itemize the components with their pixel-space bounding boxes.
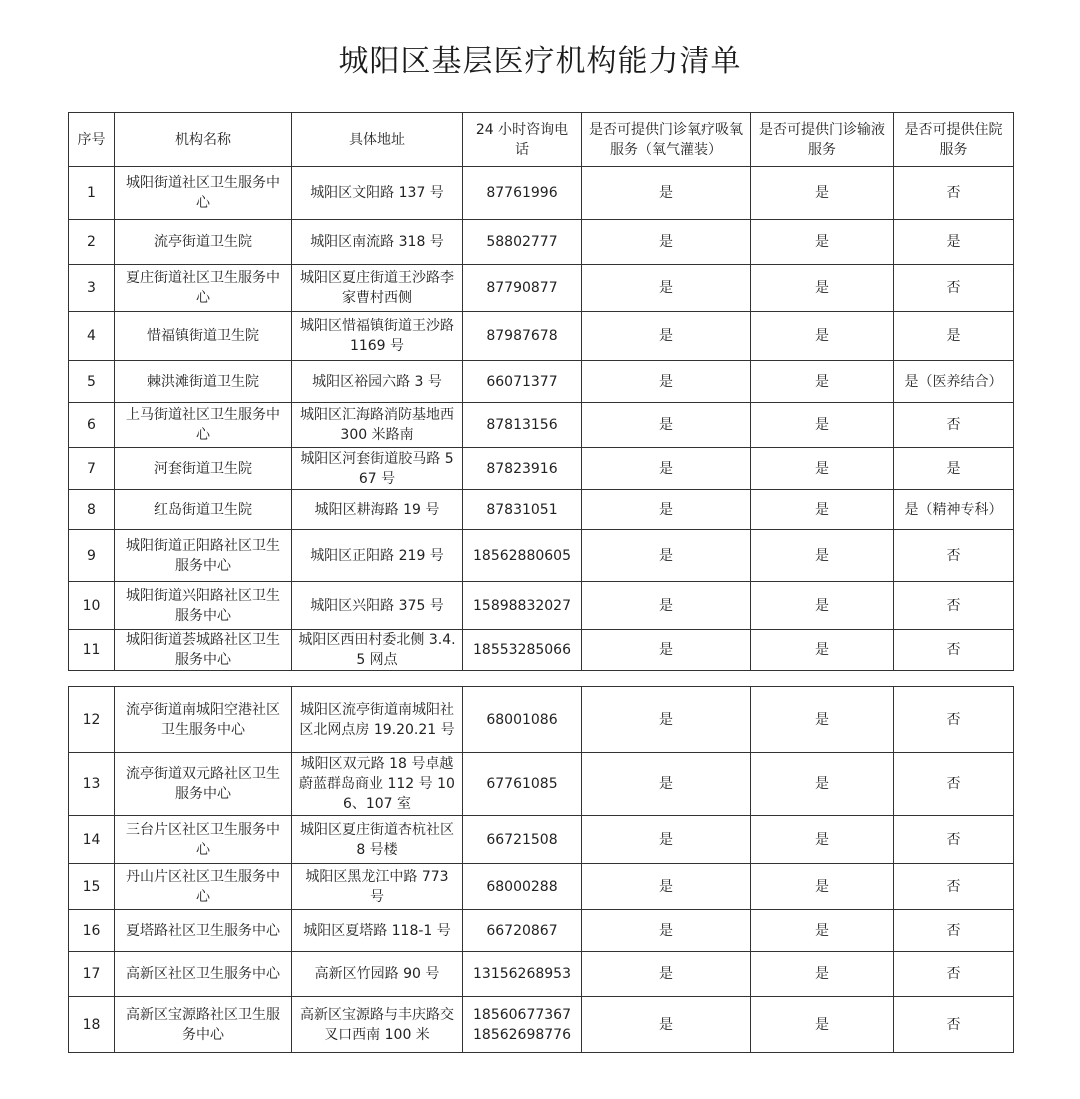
cell-inpatient: 否 [894, 630, 1014, 671]
cell-phone: 58802777 [463, 220, 582, 265]
table-row [69, 997, 1014, 1053]
header-address: 具体地址 [292, 113, 463, 167]
table-row [69, 220, 1014, 265]
header-infusion: 是否可提供门诊输液服务 [751, 113, 894, 167]
cell-oxygen: 是 [582, 753, 751, 816]
cell-name: 棘洪滩街道卫生院 [115, 361, 292, 403]
cell-address: 城阳区兴阳路 375 号 [292, 582, 463, 630]
cell-infusion: 是 [751, 816, 894, 864]
cell-name: 惜福镇街道卫生院 [115, 312, 292, 361]
cell-inpatient: 是 [894, 220, 1014, 265]
cell-phone: 67761085 [463, 753, 582, 816]
cell-oxygen: 是 [582, 910, 751, 952]
cell-phone: 66720867 [463, 910, 582, 952]
header-phone: 24 小时咨询电话 [463, 113, 582, 167]
cell-infusion: 是 [751, 167, 894, 220]
cell-name: 夏庄街道社区卫生服务中心 [115, 265, 292, 312]
cell-address: 城阳区河套街道胶马路 567 号 [292, 448, 463, 490]
cell-address: 高新区竹园路 90 号 [292, 952, 463, 997]
cell-infusion: 是 [751, 864, 894, 910]
cell-inpatient: 否 [894, 952, 1014, 997]
cell-address: 城阳区裕园六路 3 号 [292, 361, 463, 403]
cell-oxygen: 是 [582, 312, 751, 361]
cell-inpatient: 否 [894, 265, 1014, 312]
header-index: 序号 [69, 113, 115, 167]
cell-inpatient: 是（精神专科） [894, 490, 1014, 530]
cell-index: 8 [69, 490, 115, 530]
table-row [69, 910, 1014, 952]
cell-address: 城阳区夏庄街道杏杭社区 8 号楼 [292, 816, 463, 864]
cell-index: 3 [69, 265, 115, 312]
cell-inpatient: 是（医养结合） [894, 361, 1014, 403]
cell-infusion: 是 [751, 687, 894, 753]
cell-oxygen: 是 [582, 530, 751, 582]
cell-infusion: 是 [751, 361, 894, 403]
table-row [69, 952, 1014, 997]
cell-phone: 66071377 [463, 361, 582, 403]
table-row [69, 312, 1014, 361]
cell-name: 流亭街道双元路社区卫生服务中心 [115, 753, 292, 816]
cell-oxygen: 是 [582, 361, 751, 403]
cell-index: 14 [69, 816, 115, 864]
cell-infusion: 是 [751, 997, 894, 1053]
cell-name: 上马街道社区卫生服务中心 [115, 403, 292, 448]
page-title: 城阳区基层医疗机构能力清单 [338, 44, 742, 79]
cell-name: 高新区社区卫生服务中心 [115, 952, 292, 997]
cell-address: 城阳区夏塔路 118-1 号 [292, 910, 463, 952]
cell-phone: 68001086 [463, 687, 582, 753]
cell-phone: 15898832027 [463, 582, 582, 630]
cell-address: 城阳区耕海路 19 号 [292, 490, 463, 530]
cell-index: 9 [69, 530, 115, 582]
cell-infusion: 是 [751, 910, 894, 952]
cell-name: 流亭街道卫生院 [115, 220, 292, 265]
cell-index: 13 [69, 753, 115, 816]
cell-name: 高新区宝源路社区卫生服务中心 [115, 997, 292, 1053]
cell-name: 红岛街道卫生院 [115, 490, 292, 530]
cell-name: 夏塔路社区卫生服务中心 [115, 910, 292, 952]
cell-phone: 18560677367 18562698776 [463, 997, 582, 1053]
cell-index: 1 [69, 167, 115, 220]
cell-index: 12 [69, 687, 115, 753]
cell-phone: 68000288 [463, 864, 582, 910]
cell-inpatient: 否 [894, 582, 1014, 630]
cell-index: 16 [69, 910, 115, 952]
cell-address: 城阳区惜福镇街道王沙路 1169 号 [292, 312, 463, 361]
cell-name: 丹山片区社区卫生服务中心 [115, 864, 292, 910]
table-row [69, 753, 1014, 816]
cell-index: 6 [69, 403, 115, 448]
cell-phone: 18553285066 [463, 630, 582, 671]
cell-inpatient: 否 [894, 167, 1014, 220]
cell-infusion: 是 [751, 530, 894, 582]
table-row [69, 816, 1014, 864]
cell-oxygen: 是 [582, 816, 751, 864]
cell-oxygen: 是 [582, 265, 751, 312]
table-row [69, 687, 1014, 753]
table-row [69, 167, 1014, 220]
table-row [69, 490, 1014, 530]
cell-oxygen: 是 [582, 582, 751, 630]
table-row [69, 864, 1014, 910]
table-row [69, 361, 1014, 403]
cell-name: 城阳街道兴阳路社区卫生服务中心 [115, 582, 292, 630]
table-row [69, 530, 1014, 582]
cell-inpatient: 否 [894, 816, 1014, 864]
cell-index: 15 [69, 864, 115, 910]
cell-infusion: 是 [751, 265, 894, 312]
cell-address: 城阳区西田村委北侧 3.4.5 网点 [292, 630, 463, 671]
cell-oxygen: 是 [582, 997, 751, 1053]
cell-name: 三台片区社区卫生服务中心 [115, 816, 292, 864]
cell-phone: 87987678 [463, 312, 582, 361]
cell-inpatient: 否 [894, 864, 1014, 910]
cell-oxygen: 是 [582, 864, 751, 910]
cell-phone: 13156268953 [463, 952, 582, 997]
cell-address: 城阳区黑龙江中路 773 号 [292, 864, 463, 910]
table-row [69, 403, 1014, 448]
cell-inpatient: 是 [894, 312, 1014, 361]
cell-oxygen: 是 [582, 952, 751, 997]
cell-address: 城阳区正阳路 219 号 [292, 530, 463, 582]
cell-address: 城阳区双元路 18 号卓越蔚蓝群岛商业 112 号 106、107 室 [292, 753, 463, 816]
cell-infusion: 是 [751, 952, 894, 997]
cell-inpatient: 否 [894, 530, 1014, 582]
cell-phone: 18562880605 [463, 530, 582, 582]
cell-address: 城阳区汇海路消防基地西 300 米路南 [292, 403, 463, 448]
cell-phone: 87761996 [463, 167, 582, 220]
cell-index: 5 [69, 361, 115, 403]
table-row [69, 265, 1014, 312]
table-row [69, 582, 1014, 630]
cell-address: 城阳区流亭街道南城阳社区北网点房 19.20.21 号 [292, 687, 463, 753]
cell-oxygen: 是 [582, 403, 751, 448]
cell-phone: 87790877 [463, 265, 582, 312]
cell-index: 18 [69, 997, 115, 1053]
cell-phone: 87813156 [463, 403, 582, 448]
institution-table-part-1 [68, 112, 1014, 671]
cell-infusion: 是 [751, 630, 894, 671]
cell-inpatient: 否 [894, 997, 1014, 1053]
cell-oxygen: 是 [582, 220, 751, 265]
header-oxygen: 是否可提供门诊氧疗吸氧服务（氧气灌装） [582, 113, 751, 167]
table-row [69, 448, 1014, 490]
header-name: 机构名称 [115, 113, 292, 167]
cell-inpatient: 否 [894, 753, 1014, 816]
cell-inpatient: 否 [894, 403, 1014, 448]
cell-oxygen: 是 [582, 687, 751, 753]
cell-address: 城阳区南流路 318 号 [292, 220, 463, 265]
cell-index: 4 [69, 312, 115, 361]
institution-table-part-2 [68, 686, 1014, 1053]
cell-name: 城阳街道荟城路社区卫生服务中心 [115, 630, 292, 671]
cell-oxygen: 是 [582, 448, 751, 490]
cell-infusion: 是 [751, 490, 894, 530]
cell-infusion: 是 [751, 582, 894, 630]
cell-inpatient: 否 [894, 687, 1014, 753]
table-row [69, 630, 1014, 671]
cell-address: 城阳区文阳路 137 号 [292, 167, 463, 220]
cell-phone: 87831051 [463, 490, 582, 530]
cell-index: 11 [69, 630, 115, 671]
cell-inpatient: 否 [894, 910, 1014, 952]
cell-index: 7 [69, 448, 115, 490]
cell-address: 城阳区夏庄街道王沙路李家曹村西侧 [292, 265, 463, 312]
cell-oxygen: 是 [582, 167, 751, 220]
cell-address: 高新区宝源路与丰庆路交叉口西南 100 米 [292, 997, 463, 1053]
cell-index: 17 [69, 952, 115, 997]
cell-phone: 66721508 [463, 816, 582, 864]
cell-name: 城阳街道正阳路社区卫生服务中心 [115, 530, 292, 582]
cell-name: 河套街道卫生院 [115, 448, 292, 490]
cell-infusion: 是 [751, 753, 894, 816]
cell-name: 城阳街道社区卫生服务中心 [115, 167, 292, 220]
cell-infusion: 是 [751, 220, 894, 265]
cell-inpatient: 是 [894, 448, 1014, 490]
cell-oxygen: 是 [582, 630, 751, 671]
cell-infusion: 是 [751, 448, 894, 490]
cell-oxygen: 是 [582, 490, 751, 530]
cell-index: 2 [69, 220, 115, 265]
table-header-row [69, 113, 1014, 167]
cell-index: 10 [69, 582, 115, 630]
header-inpatient: 是否可提供住院服务 [894, 113, 1014, 167]
cell-infusion: 是 [751, 312, 894, 361]
cell-name: 流亭街道南城阳空港社区卫生服务中心 [115, 687, 292, 753]
cell-infusion: 是 [751, 403, 894, 448]
cell-phone: 87823916 [463, 448, 582, 490]
